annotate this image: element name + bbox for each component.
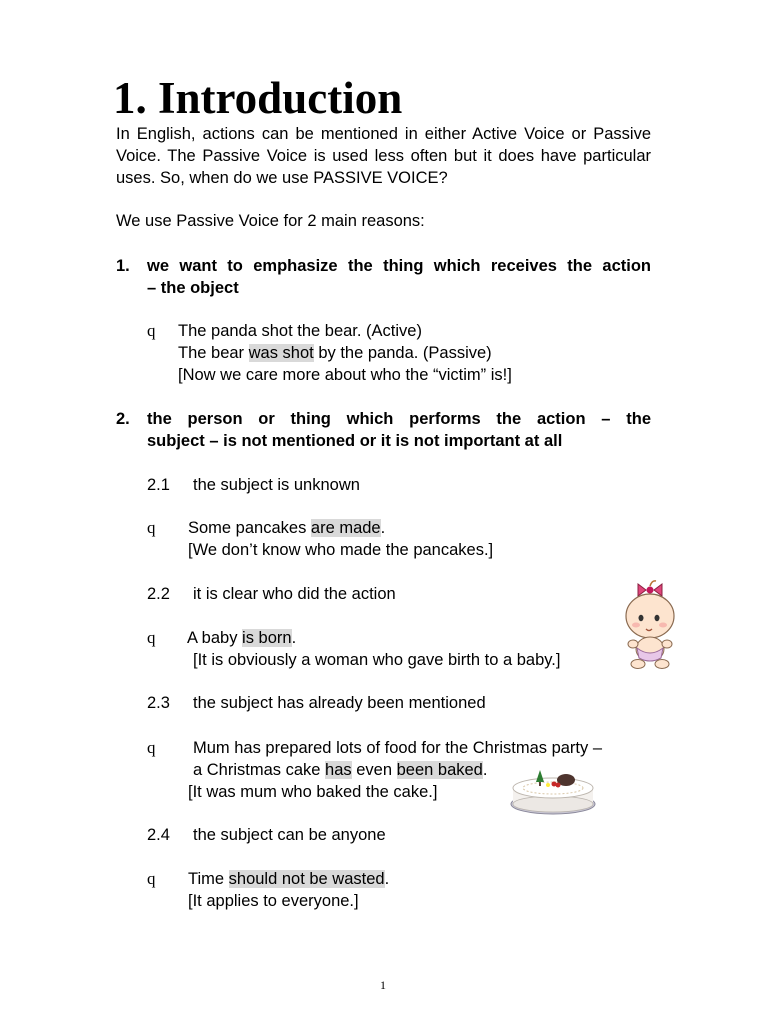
example-sentence: A baby is born. xyxy=(187,629,297,647)
sub-heading: the subject is unknown xyxy=(193,476,360,494)
sub-heading: the subject has already been mentioned xyxy=(193,694,486,712)
christmas-cake-illustration xyxy=(508,758,598,816)
example-sentence: a Christmas cake has even been baked. xyxy=(193,761,488,779)
highlight: are made xyxy=(310,519,381,537)
highlight: should not be wasted xyxy=(228,870,385,888)
example-passive: The bear was shot by the panda. (Passive) xyxy=(178,344,492,362)
example-note: [It is obviously a woman who gave birth to a baby.] xyxy=(193,651,561,669)
page-title: 1. Introduction xyxy=(113,73,403,123)
reason-2-line-2: subject – is not mentioned or it is not important at all xyxy=(147,432,563,450)
example-active: The panda shot the bear. (Active) xyxy=(178,322,422,340)
reason-1-number: 1. xyxy=(116,257,130,275)
example-note: [It applies to everyone.] xyxy=(188,892,359,910)
example-note: [Now we care more about who the “victim” is!] xyxy=(178,366,512,384)
page-number: 1 xyxy=(380,978,386,992)
reason-2-line-1: the person or thing which performs the action – the xyxy=(147,410,651,428)
reason-2-number: 2. xyxy=(116,410,130,428)
sub-number: 2.2 xyxy=(147,585,170,603)
example-sentence: Some pancakes are made. xyxy=(188,519,386,537)
bullet-icon: q xyxy=(147,738,156,757)
bullet-icon: q xyxy=(147,321,156,340)
bullet-icon: q xyxy=(147,869,156,888)
highlight: has xyxy=(325,761,352,779)
reasons-intro: We use Passive Voice for 2 main reasons: xyxy=(116,212,425,230)
sub-heading: it is clear who did the action xyxy=(193,585,396,603)
highlight: is born xyxy=(242,629,292,647)
highlight: was shot xyxy=(248,344,314,362)
example-note: [We don’t know who made the pancakes.] xyxy=(188,541,494,559)
example-note: [It was mum who baked the cake.] xyxy=(188,783,438,801)
sub-number: 2.1 xyxy=(147,476,170,494)
sub-number: 2.4 xyxy=(147,826,170,844)
sub-number: 2.3 xyxy=(147,694,170,712)
example-sentence: Mum has prepared lots of food for the Christmas party – xyxy=(193,739,603,757)
bullet-icon: q xyxy=(147,518,156,537)
reason-1-line-1: we want to emphasize the thing which receives the action xyxy=(147,257,651,275)
bullet-icon: q xyxy=(147,628,156,647)
baby-illustration xyxy=(620,578,680,674)
intro-paragraph: In English, actions can be mentioned in either Active Voice or Passive Voice. The Passive Voice is used less often but it does have particular uses. So, when do we use PASSIVE VOICE? xyxy=(116,125,651,187)
sub-heading: the subject can be anyone xyxy=(193,826,386,844)
example-sentence: Time should not be wasted. xyxy=(188,870,390,888)
reason-1-line-2: – the object xyxy=(147,279,239,297)
highlight: been baked xyxy=(396,761,483,779)
